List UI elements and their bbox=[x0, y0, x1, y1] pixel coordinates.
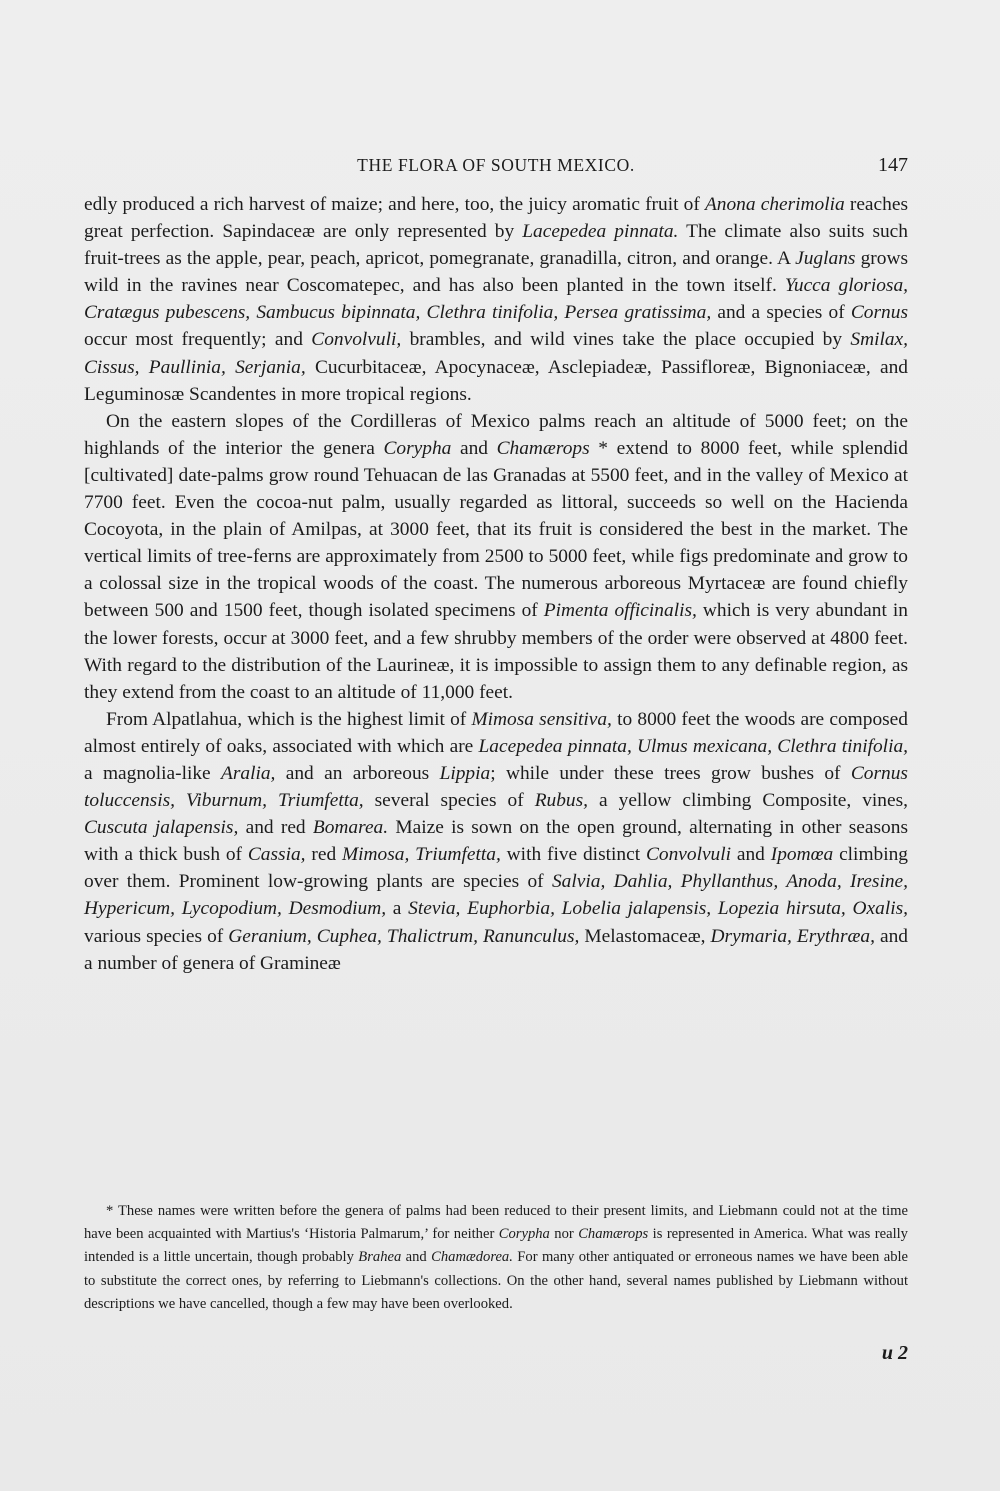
running-title: THE FLORA OF SOUTH MEXICO. bbox=[357, 155, 635, 175]
footnote-palms: * These names were written before the genera of palms had been reduced to their present limits, and Liebmann could not at the time have been acquainted with Martius's ‘Historia Palmarum,’ for neither Corypha nor Chamærops is represented in America. What was really intended is a little uncertain, though probably Brahea and Chamædorea. For many other antiquated or erroneous names we have been able to substitute the correct ones, by referring to Liebmann's collections. On the other hand, several names published by Liebmann without descriptions we have cancelled, though a few may have been overlooked. bbox=[84, 1203, 909, 1312]
page-number: 147 bbox=[878, 154, 908, 176]
paragraph-3: From Alpatlahua, which is the highest limit of Mimosa sensitiva, to 8000 feet the woods are composed almost entirely of oaks, associated with which are Lacepedea pinnata, Ulmus mexicana, Clethra tinifolia, a magnolia-like Aralia, and an arboreous Lippia; while under these trees grow bushes of Cornus toluccensis, Viburnum, Triumfetta, several species of Rubus, a yellow climbing Composite, vines, Cuscuta jalapensis, and red Bomarea. Maize is sown on the open ground, alternating in other seasons with a thick bush of Cassia, red Mimosa, Triumfetta, with five distinct Convolvuli and Ipomœa climbing over them. Prominent low-growing plants are species of Salvia, Dahlia, Phyllanthus, Anoda, Iresine, Hypericum, Lycopodium, Desmodium, a Stevia, Euphorbia, Lobelia jalapensis, Lopezia hirsuta, Oxalis, various species of Geranium, Cuphea, Thalictrum, Ranunculus, Melastomaceæ, Drymaria, Erythræa, and a number of genera of Gramineæ bbox=[84, 708, 909, 974]
footnote-block bbox=[84, 1200, 908, 1316]
page-header bbox=[84, 150, 908, 180]
signature-mark: u 2 bbox=[881, 1342, 908, 1364]
body-text bbox=[84, 191, 908, 977]
paragraph-1: edly produced a rich harvest of maize; and here, too, the juicy aromatic fruit of Anona cherimolia reaches great perfection. Sapindaceæ are only represented by Lacepedea pinnata. The climate also suits such fruit-trees as the apple, pear, peach, apricot, pomegranate, granadilla, citron, and orange. A Juglans grows wild in the ravines near Coscomatepec, and has also been planted in the town itself. Yucca gloriosa, Cratægus pubescens, Sambucus bipinnata, Clethra tinifolia, Persea gratissima, and a species of Cornus occur most frequently; and Convolvuli, brambles, and wild vines take the place occupied by Smilax, Cissus, Paullinia, Serjania, Cucurbitaceæ, Apocynaceæ, Asclepiadeæ, Passifloreæ, Bignoniaceæ, and Leguminosæ Scandentes in more tropical regions. bbox=[84, 194, 909, 405]
paragraph-2: On the eastern slopes of the Cordilleras of Mexico palms reach an altitude of 5000 feet; on the highlands of the interior the genera Corypha and Chamærops * extend to 8000 feet, while splendid [cultivated] date-palms grow round Tehuacan de las Granadas at 5500 feet, and in the valley of Mexico at 7700 feet. Even the cocoa-nut palm, usually regarded as littoral, succeeds so well on the Hacienda Cocoyota, in the plain of Amilpas, at 3000 feet, that its fruit is considered the best in the market. The vertical limits of tree-ferns are approximately from 2500 to 5000 feet, while figs predominate and grow to a colossal size in the tropical woods of the coast. The numerous arboreous Myrtaceæ are found chiefly between 500 and 1500 feet, though isolated specimens of Pimenta officinalis, which is very abundant in the lower forests, occur at 3000 feet, and a few shrubby members of the order were observed at 4800 feet. With regard to the distribution of the Laurineæ, it is impossible to assign them to any definable region, as they extend from the coast to an altitude of 11,000 feet. bbox=[84, 410, 908, 703]
